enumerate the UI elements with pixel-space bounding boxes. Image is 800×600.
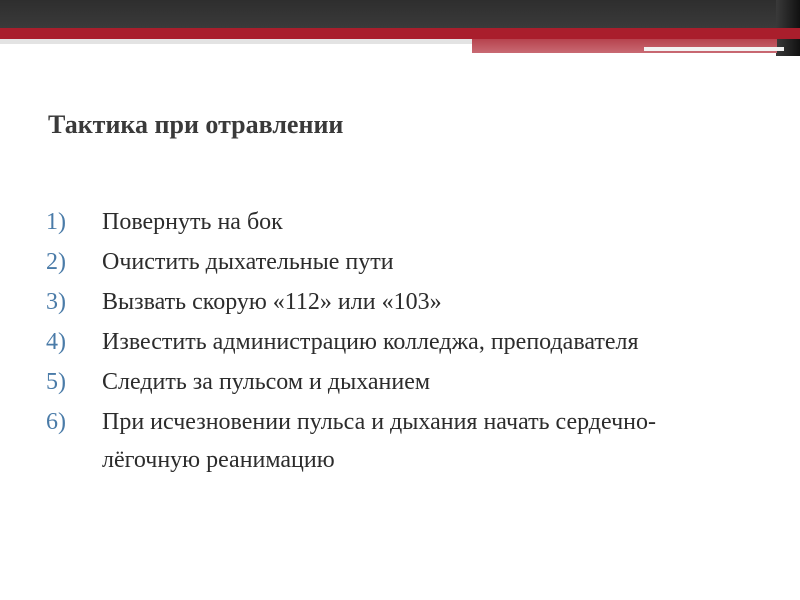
list-item	[46, 403, 746, 479]
header-grey-stripe	[0, 39, 472, 44]
header-pale-line	[644, 47, 784, 51]
list-item-text: Известить администрацию колледжа, преподавателя	[102, 329, 639, 355]
list-item-number: 4)	[46, 329, 66, 355]
list-item-number: 3)	[46, 289, 66, 315]
list-item-text: Следить за пульсом и дыханием	[102, 369, 431, 395]
list-item-number: 6)	[46, 409, 66, 435]
list-item-text: Вызвать скорую «112» или «103»	[102, 289, 442, 315]
list-item-number: 1)	[46, 209, 66, 235]
list-item	[46, 283, 746, 321]
list-item	[46, 363, 746, 401]
list-item-number: 2)	[46, 249, 66, 275]
list-item-number: 5)	[46, 369, 66, 395]
list-item	[46, 323, 746, 361]
list-item	[46, 243, 746, 281]
header-red-stripe	[0, 28, 800, 39]
list-item-text: Повернуть на бок	[102, 209, 283, 235]
list-item-text: Очистить дыхательные пути	[102, 249, 394, 275]
slide-title: Тактика при отравлении	[48, 110, 344, 139]
header-dark-band	[0, 0, 800, 28]
list-item	[46, 203, 746, 241]
list-item-text: При исчезновении пульса и дыхания начать сердечно-лёгочную реанимацию	[102, 409, 656, 473]
numbered-list	[46, 203, 746, 481]
